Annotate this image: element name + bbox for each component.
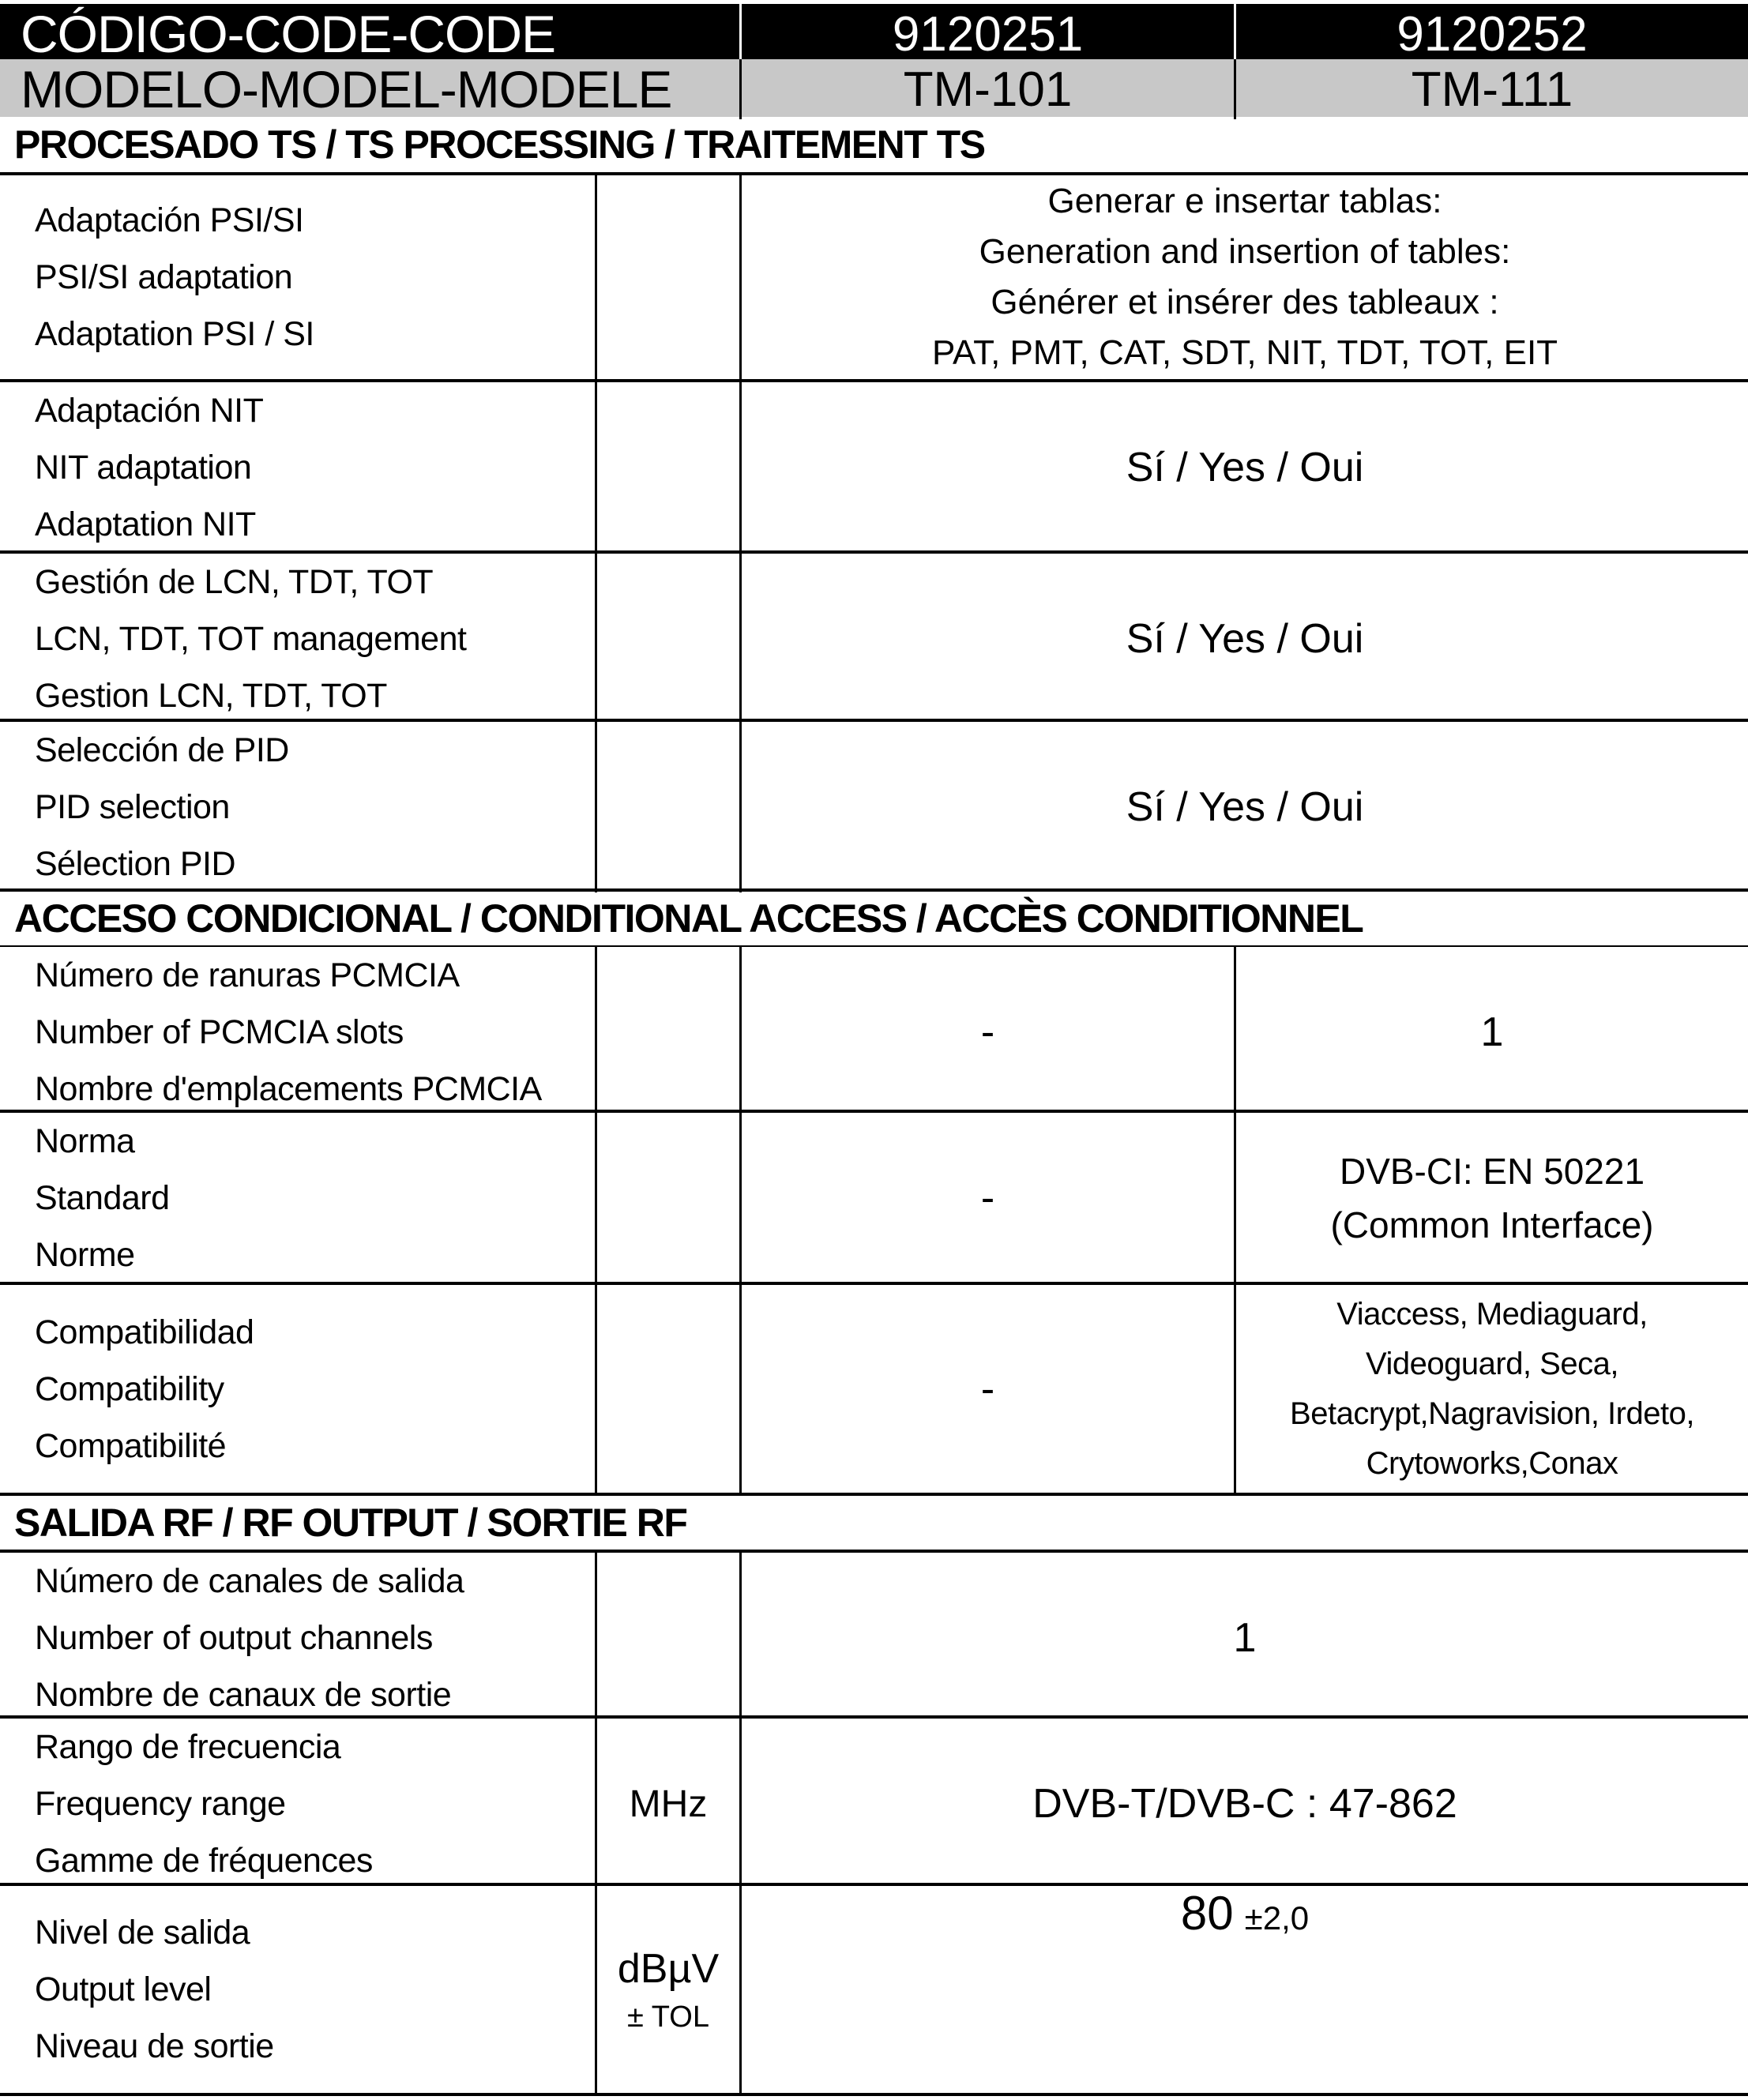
unit-cell-empty xyxy=(595,382,739,553)
label-line: Número de ranuras PCMCIA xyxy=(35,956,460,994)
value-pid: Sí / Yes / Oui xyxy=(739,722,1748,892)
value-compatibility-tm101: - xyxy=(739,1285,1234,1493)
section-title-conditional-access: ACCESO CONDICIONAL / CONDITIONAL ACCESS / ACCÈS CONDITIONNEL xyxy=(0,892,1748,947)
unit-cell-empty xyxy=(595,175,739,379)
model-header-row xyxy=(0,59,1748,117)
value-pcmcia-tm111: 1 xyxy=(1234,947,1748,1118)
label-frequency-range xyxy=(0,1719,595,1889)
row-output-channels xyxy=(0,1553,1748,1719)
label-line: Norme xyxy=(35,1236,135,1274)
row-compatibility xyxy=(0,1285,1748,1496)
label-line: LCN, TDT, TOT management xyxy=(35,620,467,658)
label-line: Rango de frecuencia xyxy=(35,1728,341,1766)
value-compatibility-tm111 xyxy=(1234,1285,1748,1493)
label-nit xyxy=(0,382,595,553)
unit-cell-empty xyxy=(595,947,739,1118)
label-psi-si xyxy=(0,175,595,379)
label-line: NIT adaptation xyxy=(35,449,252,486)
label-line: Número de canales de salida xyxy=(35,1562,464,1600)
label-line: Number of PCMCIA slots xyxy=(35,1013,404,1051)
label-line: Nivel de salida xyxy=(35,1914,250,1952)
value-output-level-tolerance: ±2,0 xyxy=(1244,1899,1310,1937)
section-title-ts-processing: PROCESADO TS / TS PROCESSING / TRAITEMENT TS xyxy=(0,117,1748,175)
label-pid xyxy=(0,722,595,892)
label-line: Gestión de LCN, TDT, TOT xyxy=(35,563,434,601)
value-output-level xyxy=(739,1886,1748,2093)
label-line: PID selection xyxy=(35,788,230,826)
value-frequency-range: DVB-T/DVB-C : 47-862 xyxy=(739,1719,1748,1889)
label-line: Frequency range xyxy=(35,1785,286,1823)
value-line: Générer et insérer des tableaux : xyxy=(991,283,1499,321)
section-title-rf-output: SALIDA RF / RF OUTPUT / SORTIE RF xyxy=(0,1496,1748,1553)
label-line: Compatibilidad xyxy=(35,1313,254,1351)
row-frequency-range xyxy=(0,1719,1748,1886)
row-psi-si-adaptation xyxy=(0,175,1748,382)
value-line: Generar e insertar tablas: xyxy=(1047,182,1442,220)
label-line: Gestion LCN, TDT, TOT xyxy=(35,677,387,715)
row-nit-adaptation xyxy=(0,382,1748,554)
value-output-level-main: 80 xyxy=(1180,1887,1234,1940)
label-compatibility xyxy=(0,1285,595,1493)
value-line: Betacrypt,Nagravision, Irdeto, xyxy=(1290,1396,1694,1431)
unit-mhz: MHz xyxy=(595,1719,739,1889)
label-line: Norma xyxy=(35,1122,135,1160)
label-line: PSI/SI adaptation xyxy=(35,258,293,296)
label-line: Number of output channels xyxy=(35,1619,433,1657)
code-row-label: CÓDIGO-CODE-CODE xyxy=(21,5,555,63)
unit-dbuv-tol xyxy=(595,1886,739,2093)
label-line: Nombre de canaux de sortie xyxy=(35,1676,452,1714)
label-output-level xyxy=(0,1886,595,2093)
value-output-channels: 1 xyxy=(739,1553,1748,1723)
value-psi-si xyxy=(739,175,1748,379)
unit-cell-empty xyxy=(595,554,739,724)
label-line: Adaptation NIT xyxy=(35,505,256,543)
label-line: Adaptación PSI/SI xyxy=(35,201,304,239)
unit-tol: ± TOL xyxy=(627,2000,709,2034)
label-line: Output level xyxy=(35,1970,212,2008)
row-pid-selection xyxy=(0,722,1748,892)
value-standard-tm111 xyxy=(1234,1113,1748,1283)
value-line: Crytoworks,Conax xyxy=(1366,1445,1618,1481)
unit-cell-empty xyxy=(595,1285,739,1493)
model-tm101: TM-101 xyxy=(739,59,1234,119)
value-lcn: Sí / Yes / Oui xyxy=(739,554,1748,724)
label-line: Selección de PID xyxy=(35,731,289,769)
row-pcmcia-slots xyxy=(0,947,1748,1113)
value-line: Viaccess, Mediaguard, xyxy=(1336,1296,1648,1332)
code-tm111: 9120252 xyxy=(1234,4,1748,64)
label-lcn xyxy=(0,554,595,724)
unit-cell-empty xyxy=(595,1113,739,1283)
value-line: PAT, PMT, CAT, SDT, NIT, TDT, TOT, EIT xyxy=(931,333,1558,372)
label-line: Adaptation PSI / SI xyxy=(35,315,314,353)
value-line: Videoguard, Seca, xyxy=(1366,1346,1618,1381)
model-row-label: MODELO-MODEL-MODELE xyxy=(21,60,672,118)
row-standard xyxy=(0,1113,1748,1285)
value-line: Generation and insertion of tables: xyxy=(979,232,1511,271)
label-output-channels xyxy=(0,1553,595,1723)
code-tm101: 9120251 xyxy=(739,4,1234,64)
unit-dbuv: dBµV xyxy=(617,1946,720,1992)
code-header-row xyxy=(0,4,1748,63)
row-output-level xyxy=(0,1886,1748,2096)
label-line: Compatibility xyxy=(35,1369,224,1408)
label-line: Sélection PID xyxy=(35,845,236,883)
label-line: Gamme de fréquences xyxy=(35,1842,373,1880)
label-standard xyxy=(0,1113,595,1283)
label-line: Adaptación NIT xyxy=(35,392,264,430)
value-nit: Sí / Yes / Oui xyxy=(739,382,1748,553)
label-line: Niveau de sortie xyxy=(35,2027,274,2065)
value-standard-tm101: - xyxy=(739,1113,1234,1283)
label-pcmcia xyxy=(0,947,595,1118)
unit-cell-empty xyxy=(595,722,739,892)
label-line: Standard xyxy=(35,1179,170,1217)
unit-cell-empty xyxy=(595,1553,739,1723)
value-pcmcia-tm101: - xyxy=(739,947,1234,1118)
label-line: Compatibilité xyxy=(35,1426,227,1465)
row-lcn-management xyxy=(0,554,1748,722)
label-line: Nombre d'emplacements PCMCIA xyxy=(35,1070,542,1108)
model-tm111: TM-111 xyxy=(1234,59,1748,119)
value-line: DVB-CI: EN 50221 xyxy=(1339,1151,1645,1192)
value-line: (Common Interface) xyxy=(1330,1204,1654,1245)
